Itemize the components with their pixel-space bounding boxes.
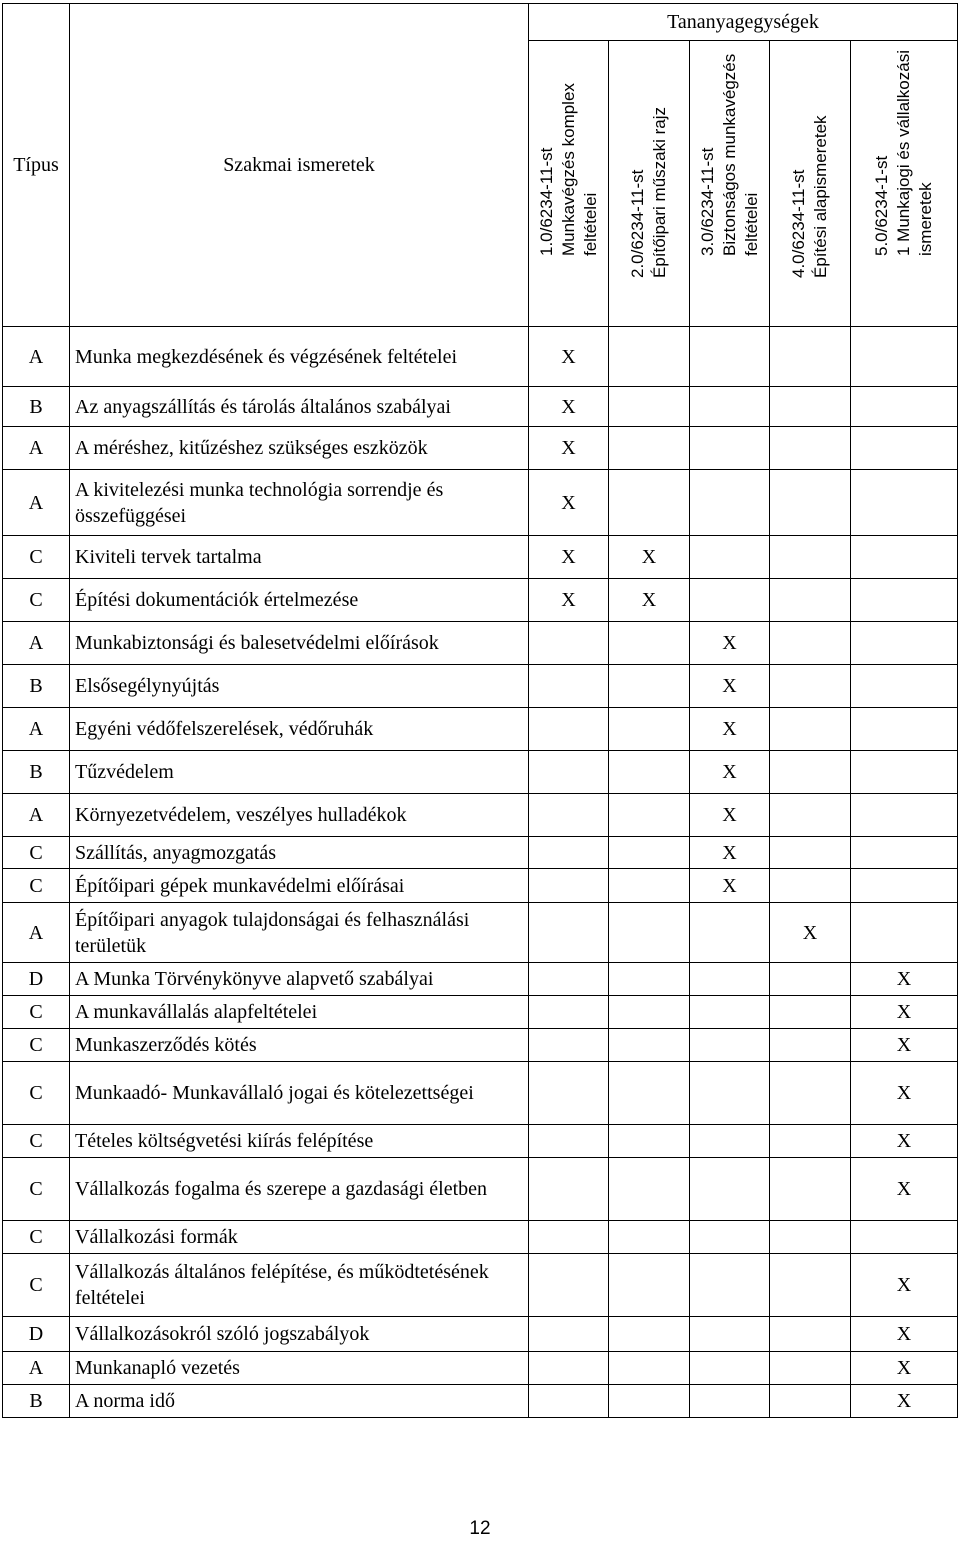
row-knowledge: Építőipari anyagok tulajdonságai és felhasználási területük — [70, 903, 529, 963]
unit-1-cell — [529, 579, 609, 622]
unit-3-cell — [690, 996, 770, 1029]
unit-5-cell — [851, 536, 958, 579]
unit-5-cell — [851, 622, 958, 665]
table-row — [3, 536, 958, 579]
table-row — [3, 794, 958, 837]
table-row — [3, 1221, 958, 1254]
row-type: C — [3, 996, 70, 1029]
unit-1-cell — [529, 1385, 609, 1418]
row-type: C — [3, 869, 70, 903]
unit-2-cell — [609, 794, 690, 837]
mark-x: X — [722, 675, 737, 697]
unit-header-text — [697, 54, 763, 256]
unit-5-cell — [851, 869, 958, 903]
unit-5-cell — [851, 327, 958, 387]
mark-x: X — [896, 1130, 912, 1152]
unit-1-cell — [529, 622, 609, 665]
row-knowledge: Vállalkozási formák — [70, 1221, 529, 1254]
table-row — [3, 665, 958, 708]
row-type: C — [3, 579, 70, 622]
row-knowledge: A méréshez, kitűzéshez szükséges eszközök — [70, 427, 529, 470]
unit-3-cell — [690, 1029, 770, 1062]
unit-code: 4.0/6234-11-st — [789, 169, 808, 278]
row-type: C — [3, 837, 70, 869]
row-knowledge: A Munka Törvénykönyve alapvető szabályai — [70, 963, 529, 996]
row-type: B — [3, 751, 70, 794]
unit-5-cell — [851, 963, 958, 996]
mark-x: X — [896, 1357, 912, 1379]
unit-header-text — [536, 83, 602, 256]
unit-3-cell — [690, 751, 770, 794]
unit-3-cell — [690, 536, 770, 579]
unit-1-cell — [529, 1352, 609, 1385]
row-type: A — [3, 708, 70, 751]
row-knowledge: Munkaadó- Munkavállaló jogai és kötelezettségei — [70, 1062, 529, 1125]
page-number: 12 — [469, 1518, 491, 1539]
unit-title: Biztonságos munkavégzés — [719, 53, 739, 256]
unit-3-cell — [690, 963, 770, 996]
unit-1-cell — [529, 536, 609, 579]
unit-4-cell — [770, 387, 851, 427]
row-type: D — [3, 1317, 70, 1352]
unit-5-cell — [851, 1125, 958, 1158]
unit-4-cell — [770, 1062, 851, 1125]
unit-4-cell — [770, 327, 851, 387]
row-type: C — [3, 1221, 70, 1254]
table-row — [3, 1029, 958, 1062]
table-row — [3, 1062, 958, 1125]
mark-x: X — [896, 1178, 912, 1200]
unit-4-cell — [770, 963, 851, 996]
unit-5-cell — [851, 1029, 958, 1062]
table-row — [3, 1158, 958, 1221]
unit-3-cell — [690, 903, 770, 963]
row-knowledge: Vállalkozás általános felépítése, és működtetésének feltételei — [70, 1254, 529, 1317]
unit-4-cell — [770, 996, 851, 1029]
unit-header-5 — [851, 41, 958, 327]
row-knowledge: Szállítás, anyagmozgatás — [70, 837, 529, 869]
unit-2-cell — [609, 903, 690, 963]
mark-x: X — [722, 632, 737, 654]
unit-2-cell — [609, 996, 690, 1029]
mark-x: X — [561, 589, 576, 611]
row-knowledge: Munkabiztonsági és balesetvédelmi előírások — [70, 622, 529, 665]
unit-3-cell — [690, 1158, 770, 1221]
row-knowledge: Munkaszerződés kötés — [70, 1029, 529, 1062]
row-knowledge: Építési dokumentációk értelmezése — [70, 579, 529, 622]
unit-2-cell — [609, 1254, 690, 1317]
unit-code: 2.0/6234-11-st — [628, 169, 647, 278]
unit-2-cell — [609, 427, 690, 470]
row-type: D — [3, 963, 70, 996]
unit-1-cell — [529, 903, 609, 963]
row-type: A — [3, 622, 70, 665]
unit-1-cell — [529, 794, 609, 837]
table-row — [3, 579, 958, 622]
unit-5-cell — [851, 470, 958, 536]
unit-1-cell — [529, 708, 609, 751]
unit-3-cell — [690, 579, 770, 622]
mark-x: X — [722, 761, 737, 783]
row-knowledge: A norma idő — [70, 1385, 529, 1418]
row-type: C — [3, 1062, 70, 1125]
unit-5-cell — [851, 387, 958, 427]
unit-1-cell — [529, 1254, 609, 1317]
unit-3-cell — [690, 665, 770, 708]
table-row — [3, 1125, 958, 1158]
row-knowledge: Kiviteli tervek tartalma — [70, 536, 529, 579]
unit-2-cell — [609, 327, 690, 387]
unit-2-cell — [609, 1221, 690, 1254]
mark-x: X — [641, 589, 657, 611]
unit-3-cell — [690, 1221, 770, 1254]
unit-2-cell — [609, 751, 690, 794]
mark-x: X — [722, 841, 737, 864]
table-row — [3, 869, 958, 903]
unit-2-cell — [609, 963, 690, 996]
unit-1-cell — [529, 387, 609, 427]
mark-x: X — [561, 437, 576, 459]
unit-5-cell — [851, 1385, 958, 1418]
row-knowledge: Az anyagszállítás és tárolás általános szabályai — [70, 387, 529, 427]
mark-x: X — [896, 1323, 912, 1345]
unit-5-cell — [851, 1221, 958, 1254]
unit-5-cell — [851, 751, 958, 794]
row-knowledge: Vállalkozásokról szóló jogszabályok — [70, 1317, 529, 1352]
unit-2-cell — [609, 869, 690, 903]
curriculum-table — [2, 3, 958, 1418]
unit-header-text — [627, 107, 671, 278]
unit-3-cell — [690, 1317, 770, 1352]
row-type: C — [3, 1029, 70, 1062]
unit-3-cell — [690, 1125, 770, 1158]
unit-1-cell — [529, 751, 609, 794]
table-row — [3, 751, 958, 794]
unit-header-2 — [609, 41, 690, 327]
unit-3-cell — [690, 1254, 770, 1317]
mark-x: X — [896, 1082, 912, 1104]
unit-header-4 — [770, 41, 851, 327]
row-type: C — [3, 1125, 70, 1158]
table-row — [3, 837, 958, 869]
unit-3-cell — [690, 794, 770, 837]
unit-5-cell — [851, 579, 958, 622]
unit-4-cell — [770, 622, 851, 665]
row-type: A — [3, 427, 70, 470]
row-type: C — [3, 1158, 70, 1221]
unit-4-cell — [770, 794, 851, 837]
unit-header-text — [788, 115, 832, 278]
mark-x: X — [561, 546, 576, 568]
unit-4-cell — [770, 1221, 851, 1254]
unit-5-cell — [851, 708, 958, 751]
row-knowledge: Egyéni védőfelszerelések, védőruhák — [70, 708, 529, 751]
mark-x: X — [896, 968, 912, 990]
unit-2-cell — [609, 1317, 690, 1352]
unit-4-cell — [770, 1385, 851, 1418]
unit-1-cell — [529, 1125, 609, 1158]
row-type: B — [3, 387, 70, 427]
mark-x: X — [802, 921, 818, 944]
table-row — [3, 1385, 958, 1418]
unit-3-cell — [690, 427, 770, 470]
unit-code: 1.0/6234-11-st — [536, 147, 556, 256]
unit-1-cell — [529, 1221, 609, 1254]
unit-4-cell — [770, 536, 851, 579]
unit-2-cell — [609, 665, 690, 708]
table-row — [3, 708, 958, 751]
table-row — [3, 1317, 958, 1352]
unit-1-cell — [529, 996, 609, 1029]
unit-code: 3.0/6234-11-st — [697, 147, 717, 256]
unit-1-cell — [529, 1029, 609, 1062]
unit-1-cell — [529, 837, 609, 869]
mark-x: X — [641, 546, 657, 568]
table-row — [3, 1254, 958, 1317]
mark-x: X — [561, 491, 576, 514]
unit-4-cell — [770, 751, 851, 794]
header-type: Típus — [3, 4, 70, 327]
unit-2-cell — [609, 387, 690, 427]
unit-2-cell — [609, 837, 690, 869]
table-row — [3, 1352, 958, 1385]
unit-5-cell — [851, 427, 958, 470]
row-type: A — [3, 327, 70, 387]
unit-title-cont: feltételei — [741, 192, 761, 256]
unit-title: Építőipari műszaki rajz — [650, 106, 669, 278]
unit-2-cell — [609, 470, 690, 536]
row-knowledge: Munka megkezdésének és végzésének feltételei — [70, 327, 529, 387]
row-knowledge: Tételes költségvetési kiírás felépítése — [70, 1125, 529, 1158]
unit-3-cell — [690, 1062, 770, 1125]
unit-title-cont: ismeretek — [916, 182, 935, 256]
unit-3-cell — [690, 869, 770, 903]
unit-1-cell — [529, 1317, 609, 1352]
unit-4-cell — [770, 579, 851, 622]
unit-title: Építési alapismeretek — [811, 115, 830, 278]
unit-header-1 — [529, 41, 609, 327]
row-type: B — [3, 665, 70, 708]
mark-x: X — [722, 804, 737, 826]
unit-5-cell — [851, 837, 958, 869]
unit-title: 1 Munkajogi és vállalkozási — [894, 50, 913, 256]
table-row — [3, 903, 958, 963]
mark-x: X — [722, 718, 737, 740]
unit-5-cell — [851, 996, 958, 1029]
unit-title-cont: feltételei — [580, 192, 600, 256]
table-row — [3, 427, 958, 470]
unit-1-cell — [529, 327, 609, 387]
row-knowledge: Munkanapló vezetés — [70, 1352, 529, 1385]
unit-4-cell — [770, 1029, 851, 1062]
unit-4-cell — [770, 903, 851, 963]
unit-5-cell — [851, 1254, 958, 1317]
unit-5-cell — [851, 794, 958, 837]
unit-4-cell — [770, 470, 851, 536]
row-type: B — [3, 1385, 70, 1418]
unit-1-cell — [529, 427, 609, 470]
unit-5-cell — [851, 903, 958, 963]
mark-x: X — [561, 345, 576, 368]
unit-2-cell — [609, 1158, 690, 1221]
unit-5-cell — [851, 665, 958, 708]
unit-4-cell — [770, 1352, 851, 1385]
unit-4-cell — [770, 708, 851, 751]
row-knowledge: Környezetvédelem, veszélyes hulladékok — [70, 794, 529, 837]
unit-2-cell — [609, 1385, 690, 1418]
unit-3-cell — [690, 622, 770, 665]
row-knowledge: Vállalkozás fogalma és szerepe a gazdasági életben — [70, 1158, 529, 1221]
unit-2-cell — [609, 708, 690, 751]
row-type: A — [3, 903, 70, 963]
mark-x: X — [896, 1390, 912, 1412]
row-knowledge: Elsősegélynyújtás — [70, 665, 529, 708]
unit-3-cell — [690, 470, 770, 536]
unit-5-cell — [851, 1317, 958, 1352]
unit-3-cell — [690, 1385, 770, 1418]
unit-4-cell — [770, 869, 851, 903]
unit-1-cell — [529, 1062, 609, 1125]
unit-3-cell — [690, 327, 770, 387]
unit-2-cell — [609, 536, 690, 579]
unit-1-cell — [529, 869, 609, 903]
unit-4-cell — [770, 1254, 851, 1317]
mark-x: X — [561, 395, 576, 418]
unit-4-cell — [770, 1317, 851, 1352]
unit-3-cell — [690, 387, 770, 427]
table-row — [3, 622, 958, 665]
table-row — [3, 387, 958, 427]
unit-title: Munkavégzés komplex — [558, 83, 578, 256]
header-learning-units: Tananyagegységek — [529, 4, 958, 41]
table-row — [3, 470, 958, 536]
unit-4-cell — [770, 1125, 851, 1158]
unit-5-cell — [851, 1352, 958, 1385]
row-type: C — [3, 536, 70, 579]
row-type: C — [3, 1254, 70, 1317]
unit-3-cell — [690, 708, 770, 751]
table-row — [3, 996, 958, 1029]
unit-header-3 — [690, 41, 770, 327]
table-row — [3, 327, 958, 387]
unit-3-cell — [690, 837, 770, 869]
unit-4-cell — [770, 427, 851, 470]
mark-x: X — [896, 1274, 912, 1296]
row-knowledge: A munkavállalás alapfeltételei — [70, 996, 529, 1029]
unit-2-cell — [609, 622, 690, 665]
row-knowledge: Építőipari gépek munkavédelmi előírásai — [70, 869, 529, 903]
row-type: A — [3, 470, 70, 536]
unit-4-cell — [770, 837, 851, 869]
unit-1-cell — [529, 963, 609, 996]
mark-x: X — [896, 1034, 912, 1056]
unit-2-cell — [609, 1029, 690, 1062]
unit-2-cell — [609, 1062, 690, 1125]
unit-5-cell — [851, 1062, 958, 1125]
unit-1-cell — [529, 470, 609, 536]
row-type: A — [3, 1352, 70, 1385]
unit-2-cell — [609, 579, 690, 622]
unit-4-cell — [770, 665, 851, 708]
unit-code: 5.0/6234-1-st — [872, 155, 891, 256]
row-type: A — [3, 794, 70, 837]
table-row — [3, 963, 958, 996]
unit-2-cell — [609, 1352, 690, 1385]
header-professional-knowledge: Szakmai ismeretek — [70, 4, 529, 327]
unit-1-cell — [529, 665, 609, 708]
unit-5-cell — [851, 1158, 958, 1221]
row-knowledge: A kivitelezési munka technológia sorrendje és összefüggései — [70, 470, 529, 536]
unit-header-text — [871, 50, 937, 256]
unit-3-cell — [690, 1352, 770, 1385]
row-knowledge: Tűzvédelem — [70, 751, 529, 794]
unit-2-cell — [609, 1125, 690, 1158]
mark-x: X — [896, 1001, 912, 1023]
unit-1-cell — [529, 1158, 609, 1221]
unit-4-cell — [770, 1158, 851, 1221]
mark-x: X — [722, 874, 737, 897]
